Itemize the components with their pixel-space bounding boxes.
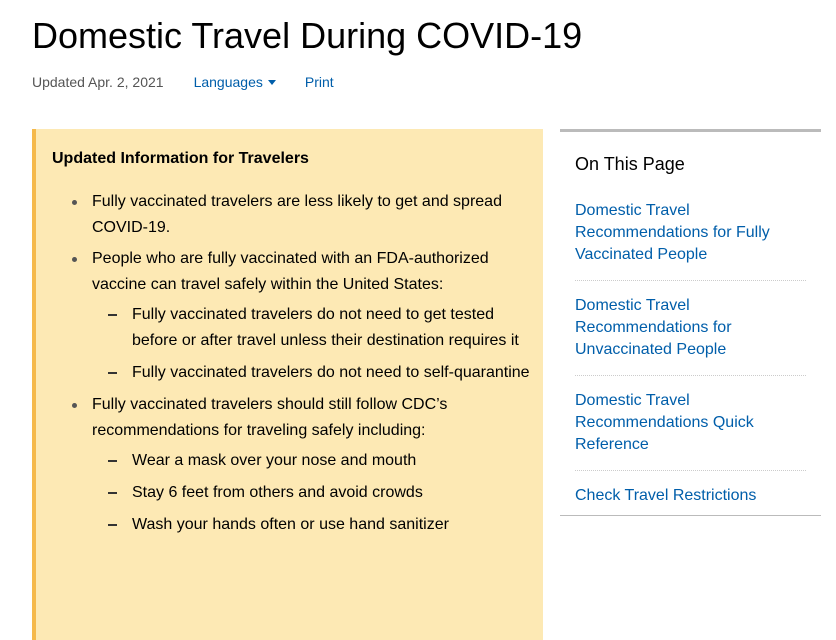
bullet-item — [52, 246, 532, 386]
on-this-page-item — [575, 200, 806, 281]
bullet-item — [52, 189, 532, 241]
sub-bullet-item: Stay 6 feet from others and avoid crowds — [92, 480, 532, 506]
sub-bullet-item: Fully vaccinated travelers do not need to self-quarantine — [92, 360, 532, 386]
on-this-page-item — [575, 390, 806, 471]
bullet-text: People who are fully vaccinated with an FDA-authorized vaccine can travel safely within the United States: — [92, 250, 489, 293]
page-meta — [32, 72, 334, 92]
sub-bullet-item: Wear a mask over your nose and mouth — [92, 448, 532, 474]
updated-date: Updated Apr. 2, 2021 — [32, 74, 164, 90]
link-fully-vaccinated-recommendations[interactable]: Domestic Travel Recommendations for Fully Vaccinated People — [575, 202, 770, 263]
sub-bullet-list — [92, 448, 532, 538]
print-link[interactable]: Print — [304, 74, 334, 90]
link-unvaccinated-recommendations[interactable]: Domestic Travel Recommendations for Unvaccinated People — [575, 297, 732, 358]
updated-info-callout — [32, 129, 543, 640]
bullet-text: Fully vaccinated travelers should still follow CDC’s recommendations for traveling safely including: — [92, 396, 448, 439]
sub-bullet-item: Wash your hands often or use hand sanitizer — [92, 512, 532, 538]
link-quick-reference[interactable]: Domestic Travel Recommendations Quick Reference — [575, 392, 754, 453]
on-this-page-item — [575, 295, 806, 376]
sub-bullet-item: Fully vaccinated travelers do not need to get tested before or after travel unless their destination requires it — [92, 302, 532, 354]
callout-heading: Updated Information for Travelers — [52, 150, 309, 167]
page-title: Domestic Travel During COVID-19 — [32, 15, 583, 56]
on-this-page-nav — [560, 129, 821, 516]
link-check-travel-restrictions[interactable]: Check Travel Restrictions — [575, 487, 757, 504]
bullet-text: Fully vaccinated travelers are less likely to get and spread COVID-19. — [92, 193, 502, 236]
languages-label: Languages — [193, 74, 263, 90]
callout-bullet-list — [52, 189, 532, 544]
bullet-item — [52, 392, 532, 538]
on-this-page-list — [575, 200, 806, 521]
on-this-page-heading: On This Page — [575, 154, 685, 174]
sub-bullet-list — [92, 302, 532, 386]
languages-dropdown[interactable] — [194, 74, 276, 90]
caret-down-icon — [268, 80, 276, 85]
on-this-page-item — [575, 485, 806, 521]
